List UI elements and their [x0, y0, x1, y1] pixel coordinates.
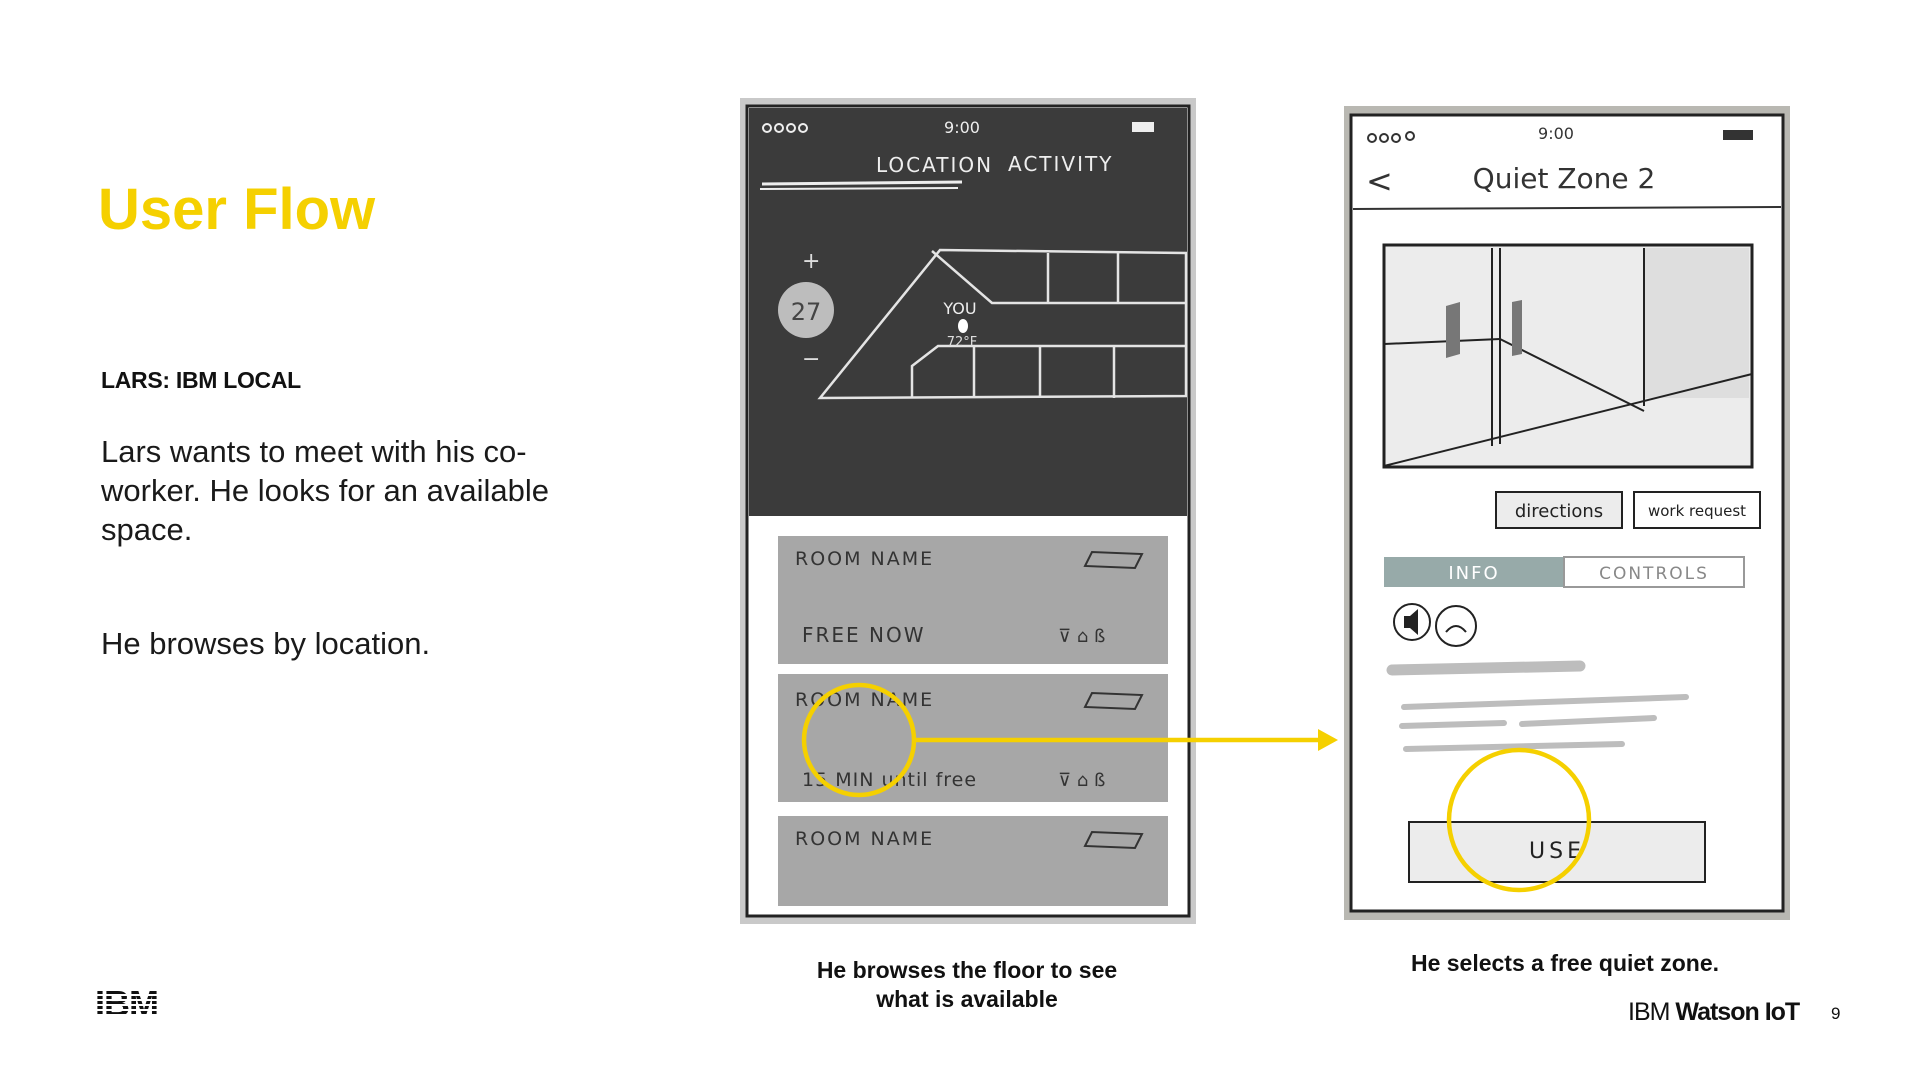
svg-text:ROOM NAME: ROOM NAME: [795, 689, 935, 711]
svg-text:IBM: IBM: [95, 986, 158, 1020]
svg-text:15 MIN until free: 15 MIN until free: [802, 769, 978, 791]
back-icon[interactable]: <: [1366, 162, 1393, 200]
amenity-icons: ⊽ ⌂ ß: [1058, 626, 1106, 647]
zoom-in-icon[interactable]: +: [802, 249, 821, 274]
temperature-label: 72°F: [946, 335, 978, 350]
svg-text:9:00: 9:00: [1538, 124, 1574, 143]
caption-browse: He browses the floor to see what is available: [816, 957, 1118, 1012]
amenity-icons: ⊽ ⌂ ß: [1058, 770, 1106, 791]
scenario-paragraph: Lars wants to meet with his co-worker. He looks for an available space.: [101, 434, 550, 547]
page-title: Quiet Zone 2: [1472, 162, 1656, 195]
zoom-out-icon[interactable]: −: [802, 347, 821, 372]
svg-text:ROOM NAME: ROOM NAME: [795, 828, 935, 850]
brand-wordmark: IBM Watson IoT: [1628, 998, 1800, 1026]
svg-text:ROOM NAME: ROOM NAME: [795, 548, 935, 570]
svg-text:INFO: INFO: [1448, 563, 1500, 584]
highlight-circle: [804, 685, 914, 795]
svg-text:FREE NOW: FREE NOW: [802, 623, 926, 647]
svg-text:CONTROLS: CONTROLS: [1599, 564, 1709, 584]
tab-location[interactable]: LOCATION: [876, 153, 994, 177]
svg-text:9:00: 9:00: [944, 118, 980, 137]
persona-label: LARS: IBM LOCAL: [101, 367, 301, 393]
tab-activity[interactable]: ACTIVITY: [1008, 152, 1114, 176]
browse-paragraph: He browses by location.: [101, 626, 431, 661]
svg-text:work request: work request: [1647, 502, 1747, 520]
you-label: YOU: [943, 299, 977, 318]
arrow-head-icon: [1318, 729, 1338, 751]
svg-text:USE: USE: [1529, 839, 1585, 864]
slide-title: User Flow: [98, 177, 376, 242]
svg-text:27: 27: [790, 298, 822, 326]
caption-select: He selects a free quiet zone.: [1410, 950, 1720, 976]
svg-text:directions: directions: [1514, 501, 1604, 522]
page-number: 9: [1831, 1004, 1841, 1023]
highlight-circle: [1449, 750, 1589, 890]
